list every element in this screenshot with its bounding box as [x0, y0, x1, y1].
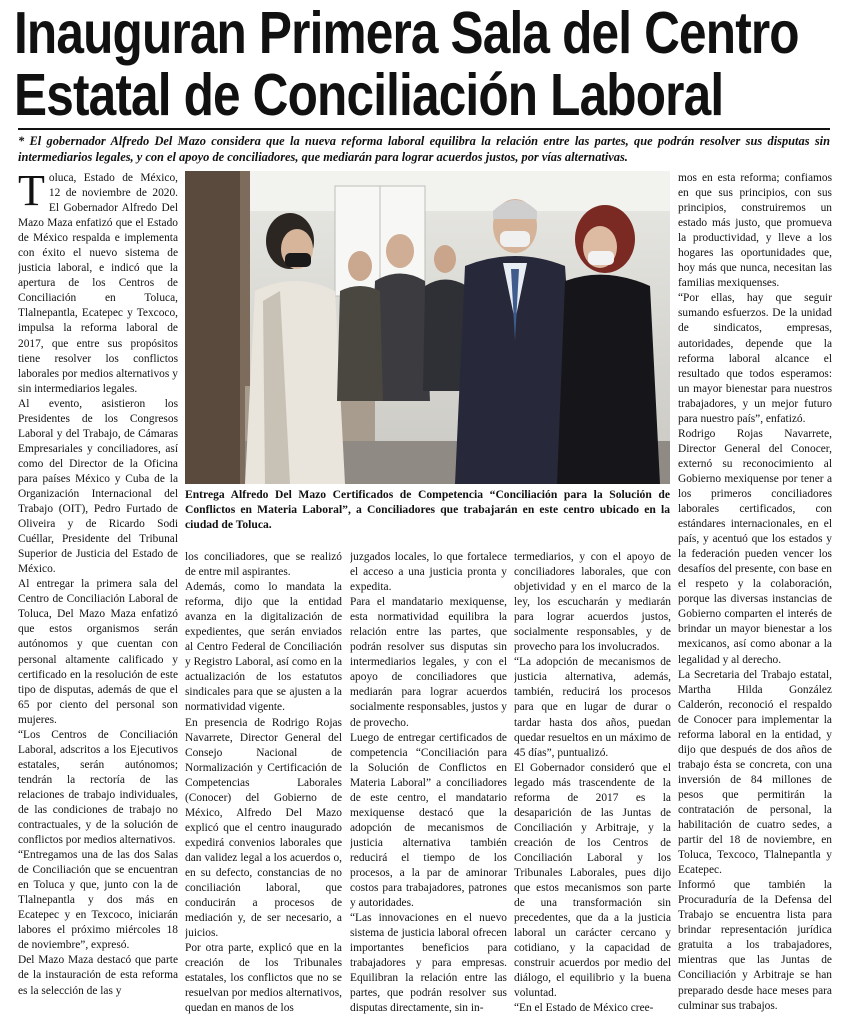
col5-paragraph: La Secretaria del Trabajo estatal, Martha Hilda González Calderón, reconoció el respaldo de Conocer para implementar la reforma laboral en la entidad, y dijo que después de dos años de trabajo ésta se concreta, con una inversión de 84 millones de pesos que permitirán la contratación de personal, la habilitación de cuatro sedes, a partir del 18 de noviembre, en Toluca, Texcoco, Tlalnepantla y Ecatepec. — [678, 668, 832, 877]
col5-paragraph: Informó que también la Procuraduría de la Defensa del Trabajo se encuentra lista para brindar representación jurídica gratuita a los trabajadores, mientras que las Juntas de Conciliación y Arbitraje se han preparado desde hace meses para culminar sus trabajos. — [678, 879, 832, 1012]
col4-paragraph: termediarios, y con el apoyo de conciliadores laborales, que con objetividad y en el marco de la ley, los escucharán y mediarán para lograr acuerdos justos, socialmente responsables, y de provecho para los involucrados. — [514, 551, 671, 654]
column-3 — [350, 550, 507, 1019]
col4-paragraph: “En el Estado de México cree- — [514, 1002, 654, 1015]
col1-paragraph: “Los Centros de Conciliación Laboral, adscritos a los Ejecutivos estatales, serán autónomos; tendrán la rectoría de las relaciones de trabajo individuales, de las condiciones de trabajo no contractuales, y de la solución de conflictos por medios alternativos. — [18, 728, 178, 847]
event-photo — [185, 171, 670, 484]
column-1 — [18, 171, 178, 1019]
col5-paragraph: Rodrigo Rojas Navarrete, Director General del Conocer, externó su reconocimiento al Gobierno mexiquense por tener a los primeros conciliadores laborales certificados, con estándares internacionales, en el país, y acentuó que los estados y la federación pueden vencer los desafíos del presente, con base en el respeto y la colaboración, porque las diversas instancias de Gobierno comparten el interés de brindar un mayor bienestar a los mexicanos, así como abonar a la legalidad y al derecho. — [678, 427, 832, 666]
drop-cap: T — [18, 171, 45, 215]
col3-paragraph: juzgados locales, lo que fortalece el acceso a una justicia pronta y expedita. — [350, 551, 507, 594]
headline-line-1: Inauguran Primera Sala del Centro — [14, 0, 799, 66]
photo-caption: Entrega Alfredo Del Mazo Certificados de Competencia “Conciliación para la Solución de Conflictos en Materia Laboral”, a Conciliadores que trabajarán en este centro ubicado en la ciudad de Toluca. — [185, 488, 670, 531]
headline — [14, 0, 799, 128]
col1-paragraph: Al evento, asistieron los Presidentes de los Congresos Laboral y del Trabajo, de Cámaras Empresariales y conciliadores, así como del Director de la Oficina para países México y Cuba de la Organización Internacional del Trabajo (OIT), Pedro Furtado de Oliveira y de Ricardo Sodi Cuéllar, Presidente del Tribunal Superior de Justicia del Estado de México. — [18, 397, 178, 576]
col2-paragraph: los conciliadores, que se realizó de entre mil aspirantes. — [185, 551, 342, 579]
col1-paragraph: oluca, Estado de México, 12 de noviembre de 2020. El Gobernador Alfredo Del Mazo Maza enfatizó que el Estado de México respalda e implementa con éxito el nuevo sistema de justicia laboral, e indicó que la apertura de los Centros de Conciliación en Toluca, Tlalnepantla, Ecatepec y Texcoco, impulsa la reforma laboral de 2017, que entre sus propósitos tiene resolver los conflictos laborales por medios alternativos y sin intermediarios legales. — [18, 172, 178, 395]
col4-paragraph: El Gobernador consideró que el legado más trascendente de la reforma de 2017 es la desaparición de las Juntas de Conciliación y Arbitraje, y la creación de los Centros de Conciliación Laboral y los Tribunales Laborales, pues dijo que estos mecanismos son parte de una transformación sin precedentes, que da a la justicia laboral un carácter cercano y cotidiano, y la capacidad de construir acuerdos por medio del diálogo, el equilibrio y la buena voluntad. — [514, 761, 671, 1000]
col2-paragraph: En presencia de Rodrigo Rojas Navarrete, Director General del Consejo Nacional de Normalización y Certificación de Competencias Laborales (Conocer) del Gobierno de México, Alfredo Del Mazo explicó que el centro inaugurado expedirá convenios laborales que dan validez legal a los acuerdos o, en su defecto, constancias de no conciliación laboral, que conducirán a procesos de mediación y, de ser necesario, a juicios. — [185, 716, 342, 940]
deck-summary: * El gobernador Alfredo Del Mazo considera que la nueva reforma laboral equilibra la relación entre las partes, que podrán resolver sus disputas sin intermediarios legales, y con el apoyo de conciliadores, que mediarán para lograr acuerdos justos, por vías alternativas. — [18, 134, 830, 164]
col1-paragraph: “Entregamos una de las dos Salas de Conciliación que se encuentran en Toluca y que, junto con la de Tlalnepantla y dos más en Ecatepec y en Texcoco, iniciarán labores el próximo miércoles 18 de noviembre”, expresó. — [18, 849, 178, 952]
col3-paragraph: Para el mandatario mexiquense, esta normatividad equilibra la relación entre las partes, que podrán resolver sus disputas sin intermediarios legales, y con el apoyo de conciliadores que mediarán para lograr acuerdos socialmente responsables, justos y de provecho. — [350, 596, 507, 729]
col4-paragraph: “La adopción de mecanismos de justicia alternativa, además, también, reducirá los procesos para que en lugar de durar o tardar hasta dos años, puedan quedar resueltos en un máximo de 45 días”, puntualizó. — [514, 656, 671, 759]
col3-paragraph: Luego de entregar certificados de competencia “Conciliación para la Solución de Conflictos en Materia Laboral” a conciliadores de este centro, el mandatario mexiquense destacó que la adopción de mecanismos de justicia alternativa también reducirá el tiempo de los procesos, a la par de aminorar costos para trabajadores, patrones y autoridades. — [350, 731, 507, 910]
column-5 — [678, 171, 832, 1019]
col1-paragraph: Al entregar la primera sala del Centro de Conciliación Laboral de Toluca, Del Mazo Maza enfatizó que estos organismos serán autónomos y que cuentan con personal altamente calificado y certificado en la resolución de este tipo de disputas, además de que el 65 por ciento del personal son mujeres. — [18, 578, 178, 726]
event-photo-illustration — [185, 171, 670, 484]
col2-paragraph: Por otra parte, explicó que en la creación de los Tribunales estatales, los conflictos que no se resuelvan por medios alternativos, quedan en manos de los — [185, 942, 342, 1015]
col2-paragraph: Además, como lo mandata la reforma, dijo que la entidad avanza en la digitalización de expedientes, que serán enviados al Centro Federal de Conciliación y Registro Laboral, así como en la actualización de los estatutos sindicales para que se ajusten a la normatividad vigente. — [185, 581, 342, 714]
column-2 — [185, 550, 342, 1019]
headline-rule — [18, 128, 830, 130]
headline-line-2: Estatal de Conciliación Laboral — [14, 62, 724, 128]
col5-paragraph: “Por ellas, hay que seguir sumando esfuerzos. De la unidad de sindicatos, empresas, autoridades, depende que la reforma laboral alcance el resultado que todos esperamos: un mayor bienestar para nuestros trabajadores, y un mejor futuro para nuestro país”, enfatizó. — [678, 292, 832, 425]
col1-paragraph: Del Mazo Maza destacó que parte de la instauración de esta reforma es la selección de las y — [18, 954, 178, 997]
col5-paragraph: mos en esta reforma; confiamos en que sus principios, con sus principios, construiremos un estado más justo, que promueva la productividad, y lleve a los hogares las oportunidades que, hoy más que nunca, necesitan las familias mexiquenses. — [678, 172, 832, 290]
col3-paragraph: “Las innovaciones en el nuevo sistema de justicia laboral ofrecen importantes beneficios para trabajadores y para empresas. Equilibran la relación entre las partes, que podrán resolver sus disputas directamente, sin in- — [350, 912, 507, 1015]
column-4 — [514, 550, 671, 1019]
